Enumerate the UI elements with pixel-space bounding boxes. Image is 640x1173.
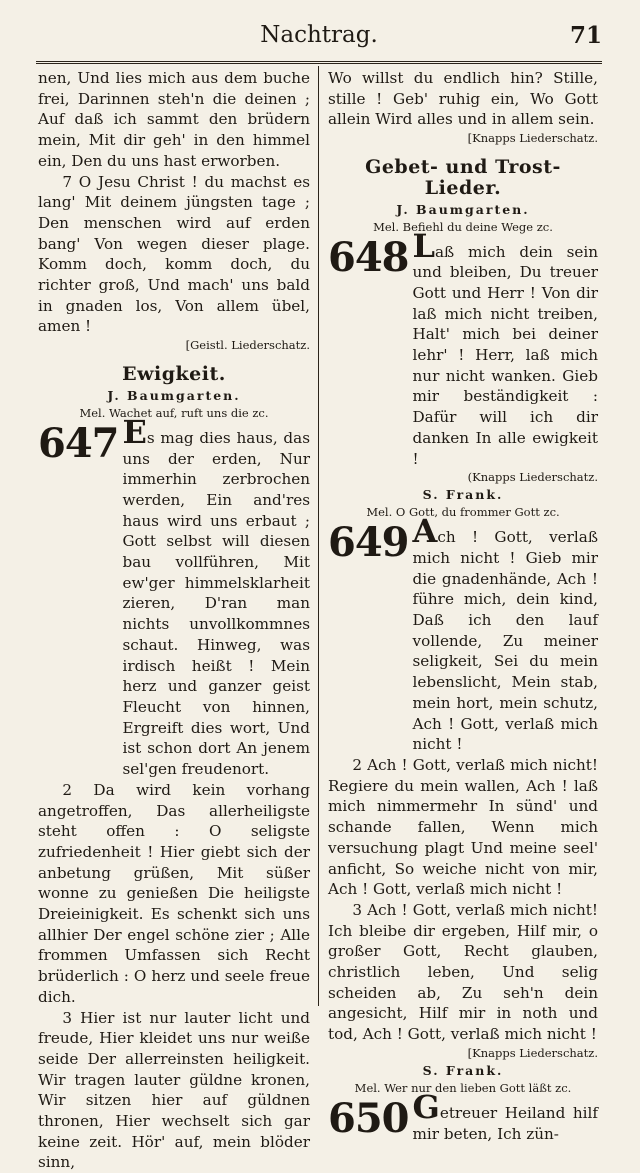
verse-text: 3 Hier ist nur lauter licht und freude, Hier kleidet uns nur weiße seide Der allerreinsten heiligkeit. Wir tragen lauter güldne kronen, Wir sitzen hier auf güldnen thronen, Hier wechselt sich gar keine zeit. Hör' auf, mein blöder sinn, xyxy=(38,1008,310,1172)
hymn-verse: etreuer Heiland hilf mir beten, Ich zün- xyxy=(412,1103,598,1143)
source-note: [Knapps Liederschatz. xyxy=(467,131,598,146)
drop-initial: L xyxy=(412,226,435,265)
hymn-text xyxy=(122,412,311,780)
section-heading: Gebet- und Trost-Lieder. xyxy=(365,156,561,199)
running-title: Nachtrag. xyxy=(260,22,378,48)
left-column xyxy=(38,68,310,1173)
hymn-text xyxy=(412,512,599,755)
verse-text: 7 O Jesu Christ ! du machst es lang' Mit deinem jüngsten tage ; Den menschen wird auf erden bang' Von wegen dieser plage. Komm doch, komm doch, du richter groß, Und mach' uns bald in gnaden los, Von allem übel, amen ! xyxy=(38,172,310,336)
hymn-number: 649 xyxy=(328,519,409,567)
drop-initial: G xyxy=(412,1087,440,1126)
hymn-text xyxy=(412,1087,599,1144)
hymn-verse: s mag dies haus, das uns der erden, Nur immerhin zerbrochen werden, Ein and'res haus wird uns erbaut ; Gott selbst will diesen bau vollführen, Mit ew'ger himmelsklarheit zieren, D'ran man nichts unvollkommnes schaut. Hinweg, was irdisch heißt ! Mein herz und ganzer geist Fleucht von hinnen, Ergreift dies wort, Und ist schon dort An jenem sel'gen freudenort. xyxy=(122,428,310,779)
verse-text: 3 Ach ! Gott, verlaß mich nicht! Ich bleibe dir ergeben, Hilf mir, o großer Gott, Recht glauben, christlich leben, Und selig scheiden ab, Zu seh'n dein angesicht, Hilf mir in noth und tod, Ach ! Gott, verlaß mich nicht ! xyxy=(328,900,598,1044)
author-line: S. Frank. xyxy=(422,487,504,503)
verse-text: 2 Ach ! Gott, verlaß mich nicht! Regiere du mein wallen, Ach ! laß mich nimmermehr In sünd' und schande fallen, Wenn mich versuchung plagt Und meine seel' anficht, So weiche nicht von mir, Ach ! Gott, verlaß mich nicht ! xyxy=(328,755,598,899)
melody-line: Mel. Wer nur den lieben Gott läßt zc. xyxy=(354,1080,572,1095)
melody-line: Mel. Befiehl du deine Wege zc. xyxy=(373,219,553,234)
section-heading: Ewigkeit. xyxy=(122,363,226,386)
source-note: [Knapps Liederschatz. xyxy=(467,1045,598,1060)
header-rule xyxy=(36,61,602,64)
hymn-number: 648 xyxy=(328,233,409,281)
hymn-verse: ch ! Gott, verlaß mich nicht ! Gieb mir die gnadenhände, Ach ! führe mich, dein kind, Daß ich den lauf vollende, Zu meiner seligkeit, Sei du mein lebenslicht, Mein stab, mein hort, mein schutz, Ach ! Gott, verlaß mich nicht ! xyxy=(412,528,598,754)
hymn-verse: aß mich dein sein und bleiben, Du treuer Gott und Herr ! Von dir laß mich nicht treiben, Halt' mich bei deiner lehr' ! Herr, laß mich nur nicht wanken. Gieb mir beständigkeit : Dafür will ich dir danken In alle ewigkeit ! xyxy=(412,242,598,468)
drop-initial: A xyxy=(412,512,438,551)
page-header xyxy=(36,22,602,56)
column-divider xyxy=(318,66,319,1006)
verse-text: Wo willst du endlich hin? Stille, stille ! Geb' ruhig ein, Wo Gott allein Wird alles und in allem sein. xyxy=(328,69,598,129)
hymn-number: 647 xyxy=(38,419,119,467)
right-column xyxy=(328,68,598,1144)
author-line: J. Baumgarten. xyxy=(396,201,530,217)
source-note: (Knapps Liederschatz. xyxy=(467,470,598,485)
author-line: J. Baumgarten. xyxy=(107,387,241,403)
melody-line: Mel. Wachet auf, ruft uns die zc. xyxy=(79,405,269,420)
source-note: [Geistl. Liederschatz. xyxy=(185,338,310,353)
hymn-number: 650 xyxy=(328,1094,409,1142)
hymn-text xyxy=(412,226,599,470)
melody-line: Mel. O Gott, du frommer Gott zc. xyxy=(366,505,560,520)
verse-text: 2 Da wird kein vorhang angetroffen, Das allerheiligste steht offen : O seligste zufriedenheit ! Hier giebt sich der anbetung grüßen, Mit süßer wonne zu genießen Die heiligste Dreieinigkeit. Es schenkt sich uns allhier Der engel schöne zier ; Alle frommen Umfassen sich Recht brüderlich : O herz und seele freue dich. xyxy=(38,780,310,1006)
author-line: S. Frank. xyxy=(422,1062,504,1078)
page-number: 71 xyxy=(569,22,602,49)
drop-initial: E xyxy=(122,412,147,451)
verse-text: nen, Und lies mich aus dem buche frei, Darinnen steh'n die deinen ; Auf daß ich sammt den brüdern mein, Mit dir geh' in den himmel ein, Den du uns hast erworben. xyxy=(38,69,310,170)
